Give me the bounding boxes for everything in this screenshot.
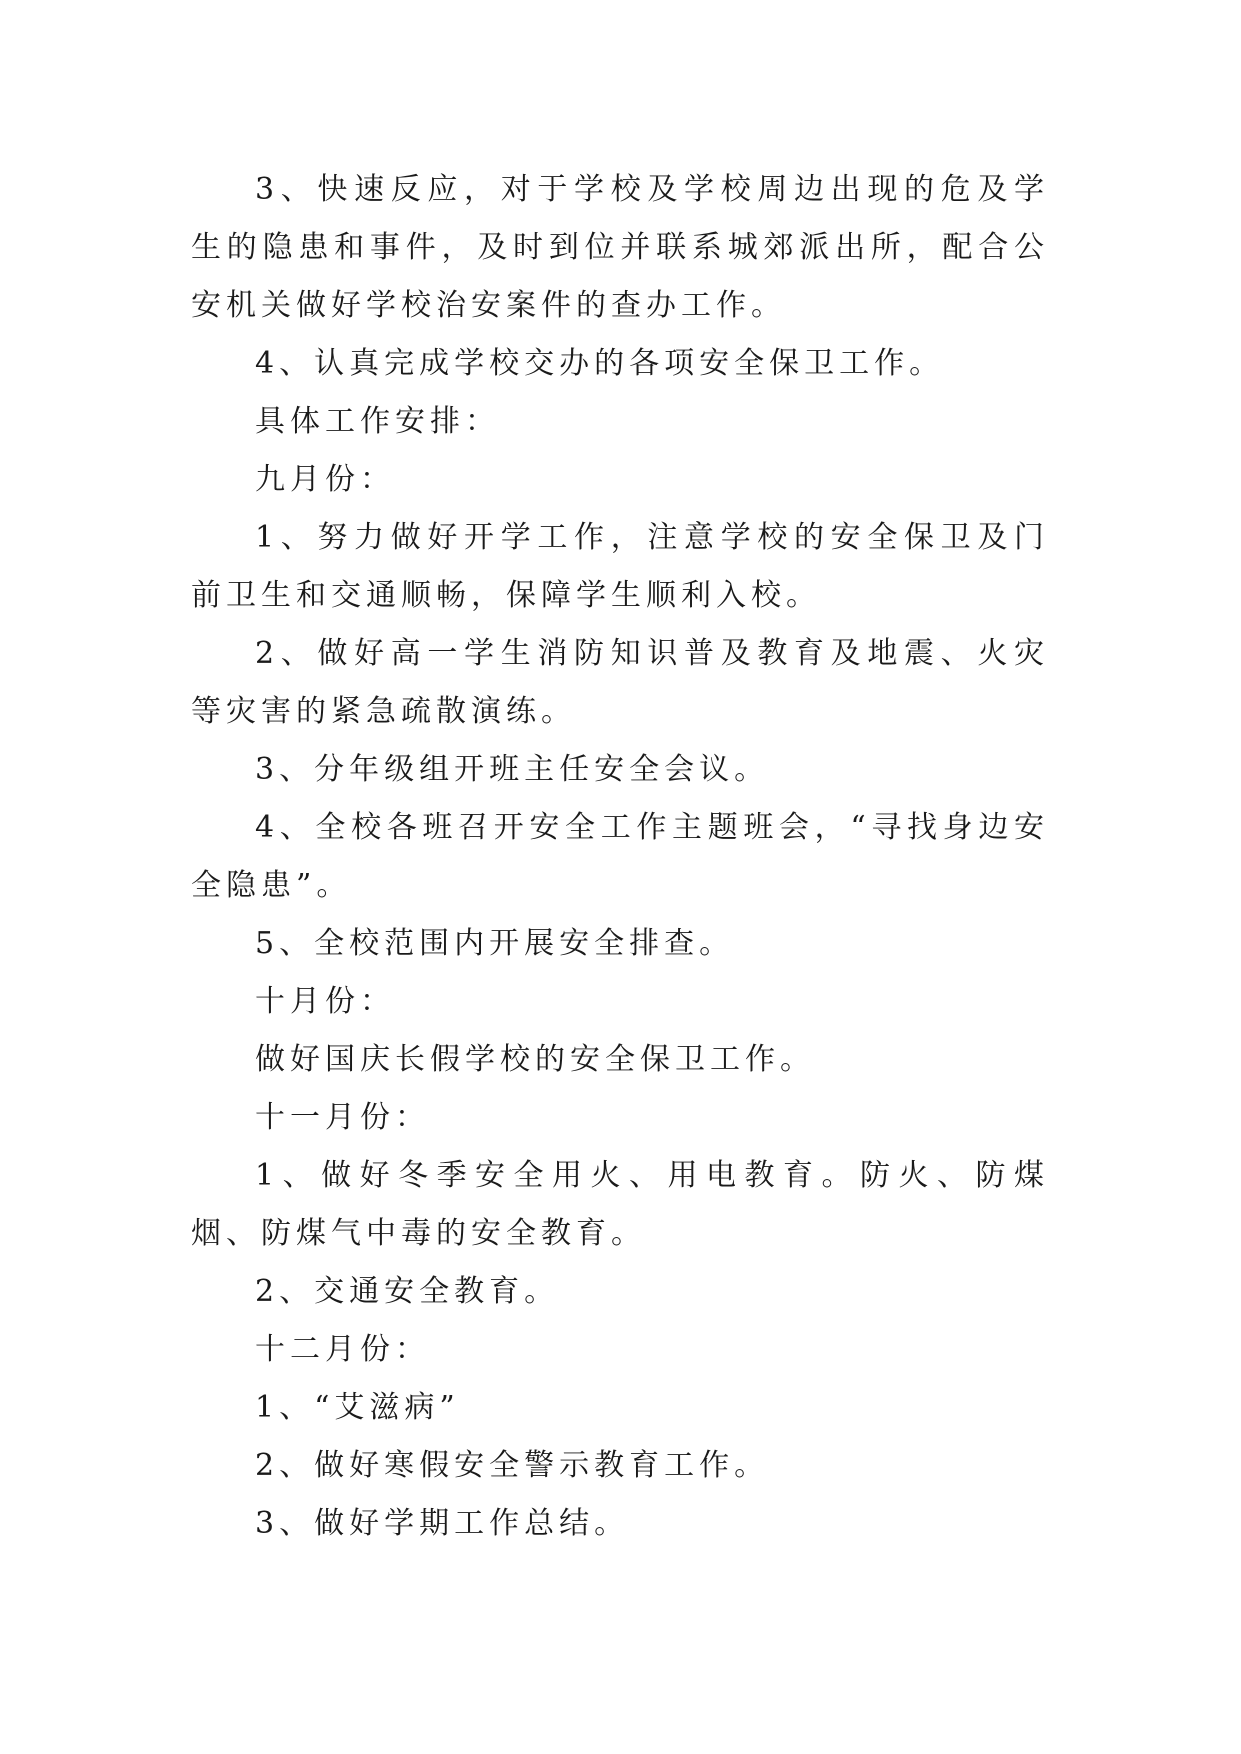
list-item-november-2: 2、交通安全教育。 xyxy=(255,1274,560,1309)
paragraph-rapid-response: 3、快速反应，对于学校及学校周边出现的危及学生的隐患和事件，及时到位并联系城郊派出所，配合公安机关做好学校治安案件的查办工作。 xyxy=(191,172,1049,323)
heading-november: 十一月份： xyxy=(255,1100,430,1135)
list-item-october-1: 做好国庆长假学校的安全保卫工作。 xyxy=(255,1042,815,1077)
list-item-september-1: 1、努力做好开学工作，注意学校的安全保卫及门前卫生和交通顺畅，保障学生顺利入校。 xyxy=(191,520,1049,613)
list-item-september-5: 5、全校范围内开展安全排查。 xyxy=(255,926,735,961)
list-item-december-1: 1、“艾滋病” xyxy=(255,1390,460,1425)
list-item-september-4: 4、全校各班召开安全工作主题班会，“寻找身边安全隐患”。 xyxy=(191,810,1049,903)
list-item-september-3: 3、分年级组开班主任安全会议。 xyxy=(255,752,770,787)
list-item-november-1: 1、做好冬季安全用火、用电教育。防火、防煤烟、防煤气中毒的安全教育。 xyxy=(191,1158,1049,1251)
heading-september: 九月份： xyxy=(255,462,395,497)
heading-october: 十月份： xyxy=(255,984,395,1019)
list-item-december-3: 3、做好学期工作总结。 xyxy=(255,1506,630,1541)
list-item-september-2: 2、做好高一学生消防知识普及教育及地震、火灾等灾害的紧急疏散演练。 xyxy=(191,636,1049,729)
document-body xyxy=(191,161,1049,1553)
heading-december: 十二月份： xyxy=(255,1332,430,1367)
paragraph-complete-tasks: 4、认真完成学校交办的各项安全保卫工作。 xyxy=(255,346,945,381)
list-item-december-2: 2、做好寒假安全警示教育工作。 xyxy=(255,1448,770,1483)
heading-work-schedule: 具体工作安排： xyxy=(255,404,500,439)
